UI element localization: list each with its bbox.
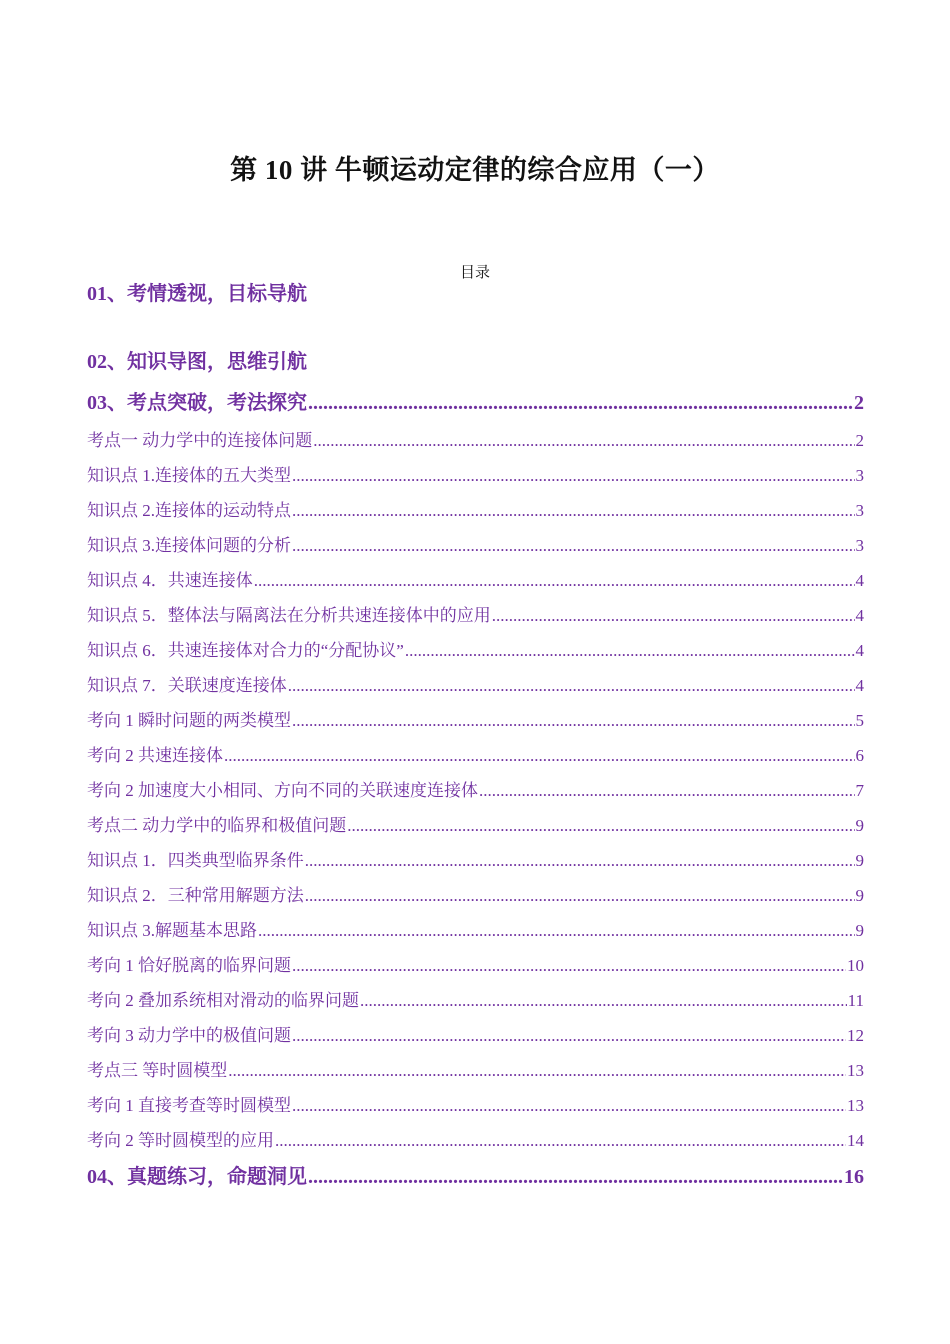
toc-entry[interactable] <box>87 496 864 521</box>
toc-entry-page: 13 <box>847 1061 864 1080</box>
toc-entry-page: 4 <box>855 571 864 590</box>
toc-entry-label: 04、真题练习，命题洞见 <box>87 1166 307 1188</box>
toc-entry-01[interactable]: 01、考情透视，目标导航 <box>87 283 307 305</box>
dot-leader <box>292 1096 846 1116</box>
toc-entry-label: 考向 1 恰好脱离的临界问题 <box>87 956 291 975</box>
toc-entry-label: 考向 1 直接考查等时圆模型 <box>87 1096 291 1115</box>
toc-heading: 目录 <box>459 265 490 281</box>
toc-entry-label: 知识点 3.连接体问题的分析 <box>87 536 291 555</box>
toc-entry-page: 16 <box>844 1166 864 1188</box>
toc-entry-label: 考点二 动力学中的临界和极值问题 <box>87 816 347 835</box>
toc-entry[interactable] <box>87 1021 864 1046</box>
toc-entry[interactable] <box>87 671 864 696</box>
toc-entry[interactable] <box>87 1160 864 1189</box>
toc-entry-label: 知识点 2．三种常用解题方法 <box>87 886 304 905</box>
toc-entry-label: 考向 2 共速连接体 <box>87 746 223 765</box>
toc-entry-page: 13 <box>847 1096 864 1115</box>
toc-entry[interactable] <box>87 846 864 871</box>
toc-entry[interactable] <box>87 741 864 766</box>
document-title: 第 10 讲 牛顿运动定律的综合应用（一） <box>230 155 720 185</box>
toc-entry-label: 考向 3 动力学中的极值问题 <box>87 1026 291 1045</box>
toc-entry[interactable] <box>87 531 864 556</box>
toc-entry-page: 9 <box>855 851 864 870</box>
dot-leader <box>405 641 855 661</box>
toc-entry-label: 考点一 动力学中的连接体问题 <box>87 431 313 450</box>
toc-entry-page: 3 <box>855 501 864 520</box>
dot-leader <box>360 991 847 1011</box>
toc-entry[interactable] <box>87 986 864 1011</box>
toc-entry-page: 12 <box>847 1026 864 1045</box>
toc-entry-label: 知识点 3.解题基本思路 <box>87 921 257 940</box>
dot-leader <box>254 571 855 591</box>
toc-entry-page: 14 <box>847 1131 864 1150</box>
toc-entry[interactable] <box>87 811 864 836</box>
dot-leader <box>292 501 855 521</box>
toc-entry-label: 考点三 等时圆模型 <box>87 1061 228 1080</box>
toc-entry-02[interactable]: 02、知识导图，思维引航 <box>87 351 307 373</box>
toc-entry-label: 知识点 5．整体法与隔离法在分析共速连接体中的应用 <box>87 606 491 625</box>
toc-entry-page: 11 <box>847 991 864 1010</box>
toc-entry-label: 03、考点突破，考法探究 <box>87 392 307 414</box>
dot-leader <box>479 781 855 801</box>
dot-leader <box>313 431 854 451</box>
toc-entry-page: 5 <box>855 711 864 730</box>
toc-entry-page: 6 <box>855 746 864 765</box>
dot-leader <box>492 606 855 626</box>
dot-leader <box>292 1026 846 1046</box>
dot-leader <box>258 921 855 941</box>
toc-entry-label: 知识点 1．四类典型临界条件 <box>87 851 304 870</box>
toc-entry-label: 知识点 6．共速连接体对合力的“分配协议” <box>87 641 404 660</box>
toc-entry-page: 2 <box>854 392 864 414</box>
toc-entry-label: 考向 1 瞬时问题的两类模型 <box>87 711 291 730</box>
dot-leader <box>305 886 855 906</box>
toc-entry-page: 7 <box>855 781 864 800</box>
toc-entry[interactable] <box>87 386 864 415</box>
toc-entry-page: 9 <box>855 816 864 835</box>
toc-entry-label: 考向 2 加速度大小相同、方向不同的关联速度连接体 <box>87 781 478 800</box>
toc-entry[interactable] <box>87 426 864 451</box>
dot-leader <box>275 1131 846 1151</box>
toc-entry-page: 4 <box>855 641 864 660</box>
dot-leader <box>288 676 855 696</box>
toc-entry[interactable] <box>87 916 864 941</box>
toc-entry[interactable] <box>87 636 864 661</box>
toc-entry-page: 9 <box>855 921 864 940</box>
toc-entry[interactable] <box>87 566 864 591</box>
toc-entry[interactable] <box>87 1056 864 1081</box>
toc-entry-page: 4 <box>855 606 864 625</box>
toc-entry[interactable] <box>87 461 864 486</box>
toc-entry-page: 3 <box>855 466 864 485</box>
toc-entry[interactable] <box>87 1091 864 1116</box>
toc-entry-label: 知识点 7．关联速度连接体 <box>87 676 287 695</box>
toc-entry-page: 2 <box>855 431 864 450</box>
dot-leader <box>308 1166 843 1189</box>
toc-entry-label: 考向 2 叠加系统相对滑动的临界问题 <box>87 991 359 1010</box>
dot-leader <box>228 1061 846 1081</box>
dot-leader <box>308 392 853 415</box>
toc-entry[interactable] <box>87 776 864 801</box>
dot-leader <box>292 536 855 556</box>
toc-entry-label: 知识点 1.连接体的五大类型 <box>87 466 291 485</box>
toc-entry-page: 10 <box>847 956 864 975</box>
toc-entry-label: 知识点 4．共速连接体 <box>87 571 253 590</box>
dot-leader <box>347 816 854 836</box>
dot-leader <box>224 746 855 766</box>
toc-entry-label: 知识点 2.连接体的运动特点 <box>87 501 291 520</box>
toc-entry-page: 3 <box>855 536 864 555</box>
toc-entry[interactable] <box>87 706 864 731</box>
toc-entry[interactable] <box>87 881 864 906</box>
dot-leader <box>292 711 855 731</box>
toc-entry[interactable] <box>87 601 864 626</box>
dot-leader <box>292 956 846 976</box>
toc-entry-page: 4 <box>855 676 864 695</box>
toc-entry[interactable] <box>87 1126 864 1151</box>
toc-entry[interactable] <box>87 951 864 976</box>
toc-entry-page: 9 <box>855 886 864 905</box>
dot-leader <box>292 466 855 486</box>
dot-leader <box>305 851 855 871</box>
toc-entry-label: 考向 2 等时圆模型的应用 <box>87 1131 274 1150</box>
